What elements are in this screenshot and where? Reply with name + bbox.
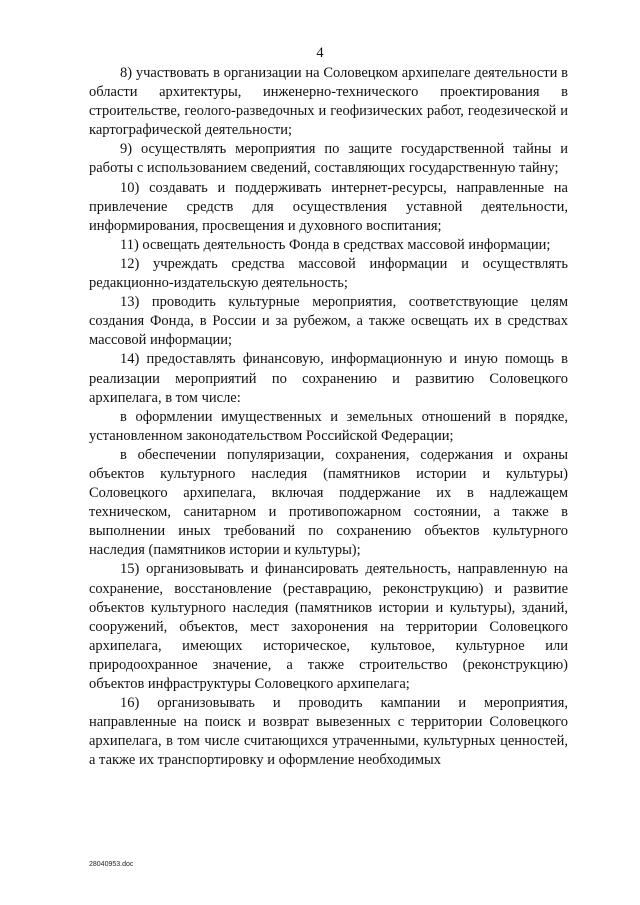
paragraph-item-12: 12) учреждать средства массовой информации и осуществлять редакционно-издательскую деятельность;	[89, 255, 568, 292]
paragraph-item-10: 10) создавать и поддерживать интернет-ресурсы, направленные на привлечение средств для осуществления уставной деятельности, информирования, просвещения и духовного воспитания;	[89, 179, 568, 234]
paragraph-item-8: 8) участвовать в организации на Соловецком архипелаге деятельности в области архитектуры, инженерно-технического проектирования в строительстве, геолого-разведочных и геофизических работ, геодезической и картографической деятельности;	[89, 65, 568, 139]
paragraph-item-11: 11) освещать деятельность Фонда в средствах массовой информации;	[120, 236, 551, 253]
paragraph-subitem-heritage-protection: в обеспечении популяризации, сохранения, содержания и охраны объектов культурного наследия (памятников истории и культуры) Соловецкого архипелага, включая поддержание их в надлежащем техническом, санитарном и противопожарном состоянии, а также в выполнении иных требований по сохранению объектов культурного наследия (памятников истории и культуры);	[89, 446, 568, 559]
paragraph-item-16: 16) организовывать и проводить кампании и мероприятия, направленные на поиск и возврат вывезенных с территории Соловецкого архипелага, в том числе считающихся утраченными, культурных ценностей, а также их транспортировку и оформление необходимых	[89, 695, 568, 769]
paragraph-item-13: 13) проводить культурные мероприятия, соответствующие целям создания Фонда, в России и за рубежом, а также освещать их в средствах массовой информации;	[89, 294, 568, 349]
document-body	[89, 64, 568, 770]
page-number: 4	[316, 45, 324, 61]
paragraph-subitem-property-relations: в оформлении имущественных и земельных отношений в порядке, установленном законодательством Российской Федерации;	[89, 408, 568, 444]
paragraph-item-15: 15) организовывать и финансировать деятельность, направленную на сохранение, восстановление (реставрацию, реконструкцию) и развитие объектов культурного наследия (памятников истории и культуры), зданий, сооружений, объектов, мест захоронения на территории Соловецкого архипелага, имеющих историческое, культовое, культурное или природоохранное значение, а также строительство (реконструкцию) объектов инфраструктуры Соловецкого архипелага;	[89, 561, 568, 692]
document-file-code: 28040953.doc	[89, 861, 134, 868]
paragraph-item-9: 9) осуществлять мероприятия по защите государственной тайны и работы с использованием сведений, составляющих государственную тайну;	[89, 141, 568, 177]
paragraph-item-14: 14) предоставлять финансовую, информационную и иную помощь в реализации мероприятий по сохранению и развитию Соловецкого архипелага, в том числе:	[89, 351, 568, 406]
